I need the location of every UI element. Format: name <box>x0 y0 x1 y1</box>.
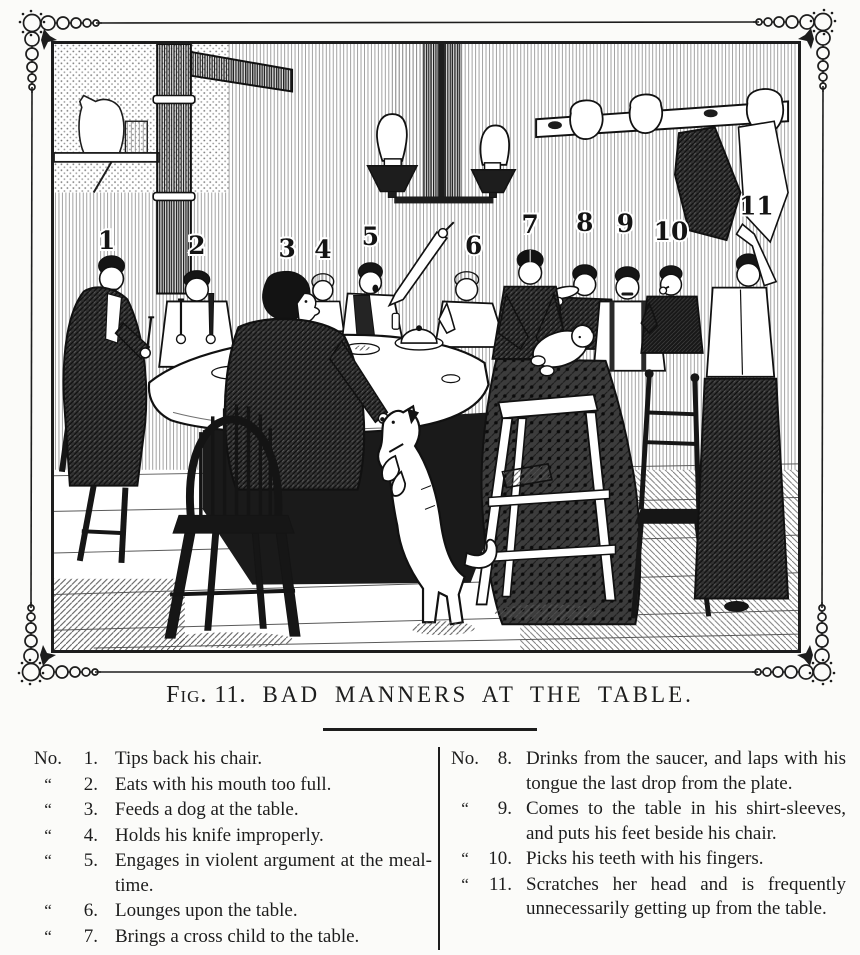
item-text: Engages in violent argument at the meal-time. <box>115 850 432 896</box>
figure-number-9: 9 <box>616 209 635 239</box>
engraving-frame <box>51 41 801 653</box>
item-text: Scratches her head and is frequently unnecessarily getting up from the table. <box>526 873 846 919</box>
figure-number-3: 3 <box>278 233 296 263</box>
cruet <box>392 313 399 329</box>
item-no-label: “ <box>44 926 52 946</box>
item-no-label: “ <box>461 874 469 894</box>
lamp-chimney-left <box>377 114 407 161</box>
lamp-chimney-right <box>480 125 509 164</box>
manners-list <box>28 747 846 950</box>
item-text: Holds his knife improperly. <box>115 824 324 846</box>
item-text: Brings a cross child to the table. <box>115 925 360 947</box>
figure-number-7: 7 <box>521 210 539 240</box>
figure-number-5: 5 <box>361 222 380 252</box>
item-number: 1. <box>83 748 98 769</box>
item-text: Lounges upon the table. <box>115 900 298 921</box>
manner-item <box>28 849 432 898</box>
figure-label: Fig. 11. <box>166 682 247 708</box>
item-number: 3. <box>83 799 98 820</box>
manner-item <box>28 925 432 950</box>
manner-item <box>448 873 846 922</box>
item-text: Tips back his chair. <box>115 748 263 769</box>
figure-number-6: 6 <box>464 230 483 260</box>
item-number: 11. <box>488 873 512 895</box>
item-no-label: “ <box>461 799 469 818</box>
item-no-label: “ <box>44 774 52 794</box>
item-number: 4. <box>83 824 98 846</box>
item-no-label: “ <box>44 901 52 920</box>
item-no-label: “ <box>44 800 52 819</box>
manners-list-right <box>438 747 846 950</box>
item-no-label: No. <box>451 748 479 769</box>
manner-item <box>28 899 432 924</box>
item-number: 5. <box>83 850 98 871</box>
manner-item <box>28 747 432 772</box>
manner-item <box>28 773 432 798</box>
item-no-label: No. <box>34 748 62 769</box>
item-text: Comes to the table in his shirt-sleeves, and puts his feet beside his chair. <box>526 798 846 844</box>
figure-title: BAD MANNERS AT THE TABLE. <box>262 682 694 707</box>
item-number: 9. <box>497 798 512 819</box>
item-number: 10. <box>488 848 512 869</box>
item-number: 7. <box>83 925 98 947</box>
figure-number-8: 8 <box>576 208 594 238</box>
manner-item <box>448 847 846 872</box>
skirt <box>695 379 788 599</box>
figure-number-1: 1 <box>97 225 116 255</box>
hat-2 <box>630 94 662 133</box>
item-no-label: “ <box>44 825 52 845</box>
item-text: Eats with his mouth too full. <box>115 773 332 795</box>
engraving-illustration <box>54 44 798 650</box>
figure-number-4: 4 <box>314 234 332 264</box>
manners-list-left <box>28 747 438 950</box>
item-number: 2. <box>83 773 98 795</box>
manner-item <box>448 747 846 796</box>
item-text: Feeds a dog at the table. <box>115 799 299 820</box>
item-text: Picks his teeth with his fingers. <box>526 848 764 869</box>
item-text: Drinks from the saucer, and laps with his tongue the last drop from the plate. <box>526 748 846 794</box>
figure-number-11: 11 <box>739 191 774 221</box>
manner-item <box>448 797 846 846</box>
item-number: 8. <box>497 748 512 769</box>
item-no-label: “ <box>44 851 52 870</box>
figure-caption <box>0 682 860 709</box>
figure-number-2: 2 <box>188 230 206 260</box>
item-no-label: “ <box>461 849 469 868</box>
caption-rule <box>323 728 537 731</box>
manner-item <box>28 798 432 823</box>
hat-1 <box>570 100 602 139</box>
item-number: 6. <box>83 900 98 921</box>
figure-number-10: 10 <box>653 217 689 247</box>
manner-item <box>28 824 432 849</box>
